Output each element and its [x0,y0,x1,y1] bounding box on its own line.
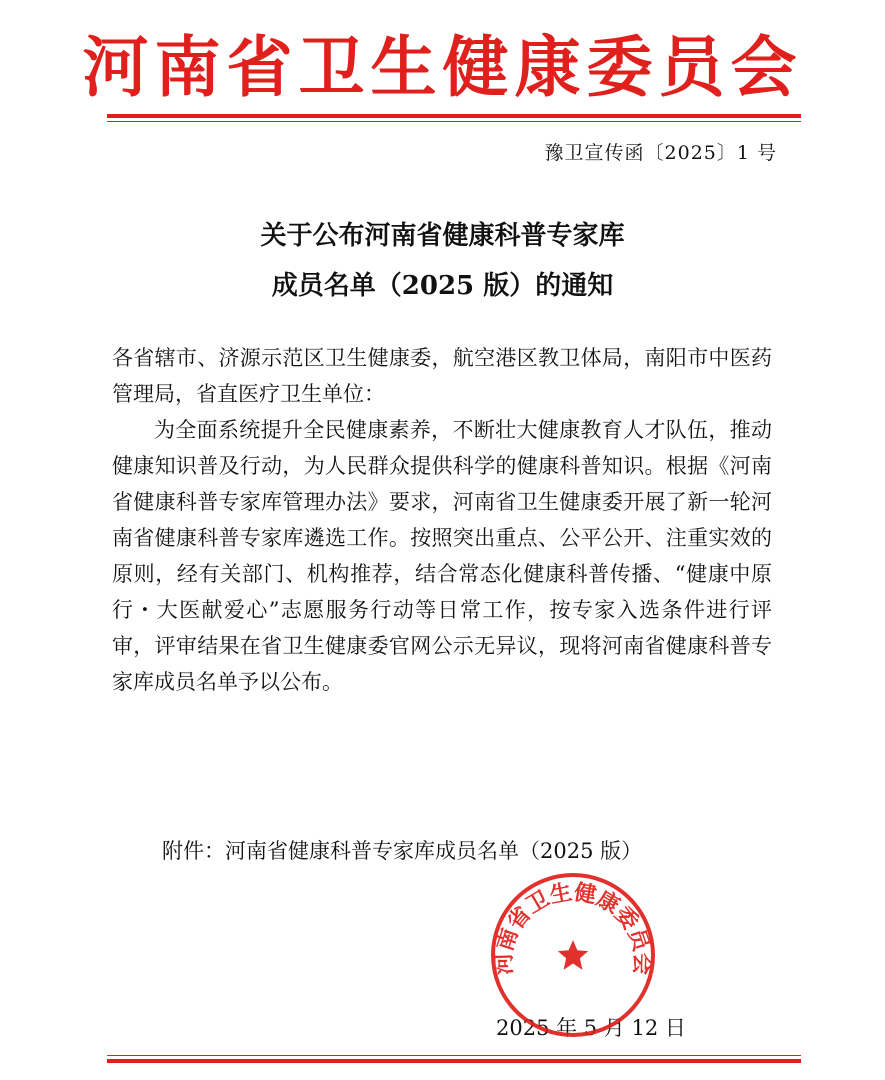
header-red-rule-thick [107,114,801,118]
footer-red-rule-thin [107,1055,801,1056]
body-paragraph: 为全面系统提升全民健康素养，不断壮大健康教育人才队伍，推动健康知识普及行动，为人民群众提供科学的健康科普知识。根据《河南省健康科普专家库管理办法》要求，河南省卫生健康委开展了新一轮河南省健康科普专家库遴选工作。按照突出重点、公平公开、注重实效的原则，经有关部门、机构推荐，结合常态化健康科普传播、“健康中原行・大医献爱心”志愿服务行动等日常工作，按专家入选条件进行评审，评审结果在省卫生健康委官网公示无异议，现将河南省健康科普专家库成员名单予以公布。 [112,418,772,694]
attachment-line: 附件：河南省健康科普专家库成员名单（2025 版） [162,839,643,863]
star-icon [558,940,588,970]
seal-arc-text: 河南省卫生健康委员会 [490,879,656,976]
issue-date: 2025 年 5 月 12 日 [496,1016,686,1040]
official-seal [488,870,658,1040]
header-red-rule-thin [107,121,801,122]
issuer-header-title: 河南省卫生健康委员会 [82,28,803,106]
footer-red-rule-thick [107,1059,801,1063]
document-number: 豫卫宣传函〔2025〕1 号 [544,142,777,164]
notice-content [112,340,772,700]
notice-title-line-2: 成员名单（2025 版）的通知 [271,271,614,301]
notice-title-line-1: 关于公布河南省健康科普专家库 [260,221,625,251]
addressee: 各省辖市、济源示范区卫生健康委，航空港区教卫体局，南阳市中医药管理局，省直医疗卫生单位： [112,346,772,406]
